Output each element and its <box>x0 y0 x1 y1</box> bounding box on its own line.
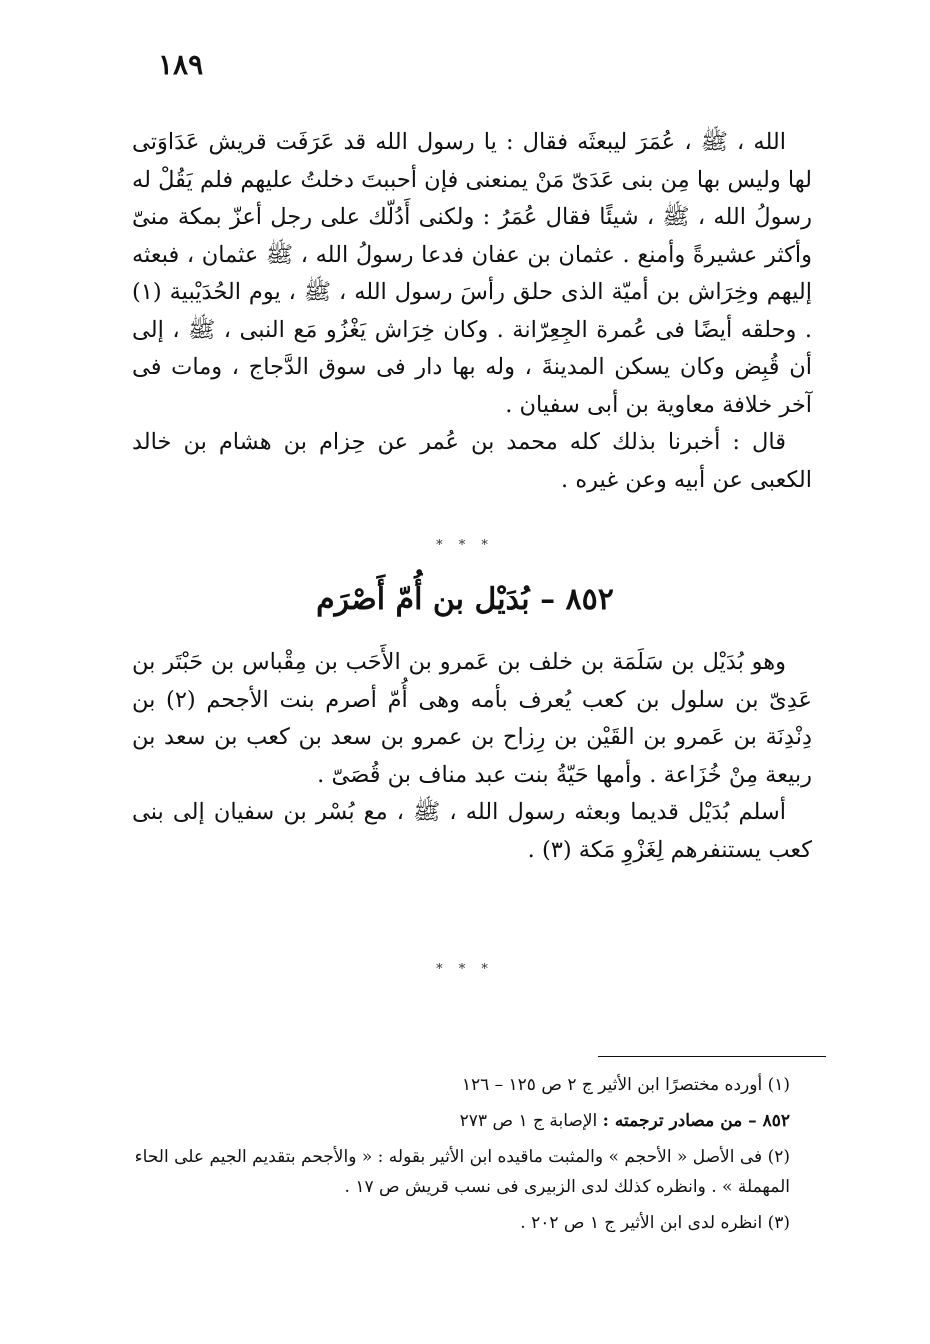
section-divider-stars: * * * <box>436 962 494 977</box>
body-paragraph: الله ، ﷺ ، عُمَرَ ليبعثَه فقال : يا رسول الله قد عَرَفَت قريش عَدَاوَتى لها وليس بها مِن بنى عَدَىّ مَنْ يمنعنى فإن أحببتَ دخلتُ عليهم فلم يَقُلْ له رسولُ الله ، ﷺ ، شيئًا فقال عُمَرُ : ولكنى أَدُلّك على رجل أعزّ بمكة منىّ وأكثر عشيرةً وأمنع . عثمان بن عفان فدعا رسولُ الله ، ﷺ عثمان ، فبعثه إليهم وخِرَاش بن أميّة الذى حلق رأسَ رسول الله ، ﷺ ، يوم الحُدَيْبية (١) . وحلقه أيضًا فى عُمرة الجِعِرّانة . وكان خِرَاش يَغْزُو مَع النبى ، ﷺ ، إلى أن قُبِض وكان يسكن المدينةَ ، وله بها دار فى سوق الدَّجاج ، ومات فى آخر خلافة معاوية بن أبى سفيان . <box>132 129 812 418</box>
footnote-852-text: الإصابة ج ١ ص ٢٧٣ <box>459 1111 603 1131</box>
footnotes <box>132 1070 812 1244</box>
footnote-separator <box>598 1056 826 1057</box>
footnote-1: (١) أورده مختصرًا ابن الأثير ج ٢ ص ١٢٥ – ١٢٦ <box>461 1075 790 1095</box>
footnote-852-label: ٨٥٢ – من مصادر ترجمته : <box>602 1111 790 1131</box>
footnote-2: (٢) فى الأصل « الأحجم » والمثبت ماقيده ابن الأثير بقوله : « والأجحم بتقديم الجيم على الحاء المهملة » . وانظره كذلك لدى الزبيرى فى نسب قريش ص ١٧ . <box>134 1147 790 1197</box>
footnote-3: (٣) انظره لدى ابن الأثير ج ١ ص ٢٠٢ . <box>520 1213 790 1233</box>
biography-text-block <box>132 644 812 869</box>
page-number: ١٨٩ <box>158 48 204 81</box>
footnote-852 <box>132 1106 812 1136</box>
section-heading: ٨٥٢ – بُدَيْل بن أُمّ أَصْرَم <box>316 582 614 617</box>
section-divider-stars: * * * <box>436 538 494 553</box>
main-text-block <box>132 124 812 499</box>
bio-paragraph: وهو بُدَيْل بن سَلَمَة بن خلف بن عَمرو بن الأَحَب بن مِقْباس بن حَبْتَر بن عَدِىّ بن سلول بن كعب يُعرف بأمه وهى أُمّ أصرم بنت الأجحم (٢) بن دِنْدِنَة بن عَمرو بن القَيْن بن رِزاح بن عمرو بن سعد بن كعب بن سعد بن ربيعة مِنْ خُزَاعة . وأمها حَيّةُ بنت عبد مناف بن قُصَىّ . <box>132 649 812 788</box>
bio-paragraph: أسلم بُدَيْل قديما وبعثه رسول الله ، ﷺ ، مع بُسْر بن سفيان إلى بنى كعب يستنفرهم لِغَزْوِ مَكة (٣) . <box>132 799 812 863</box>
body-paragraph: قال : أخبرنا بذلك كله محمد بن عُمر عن حِزام بن هشام بن خالد الكعبى عن أبيه وعن غيره . <box>132 429 812 493</box>
